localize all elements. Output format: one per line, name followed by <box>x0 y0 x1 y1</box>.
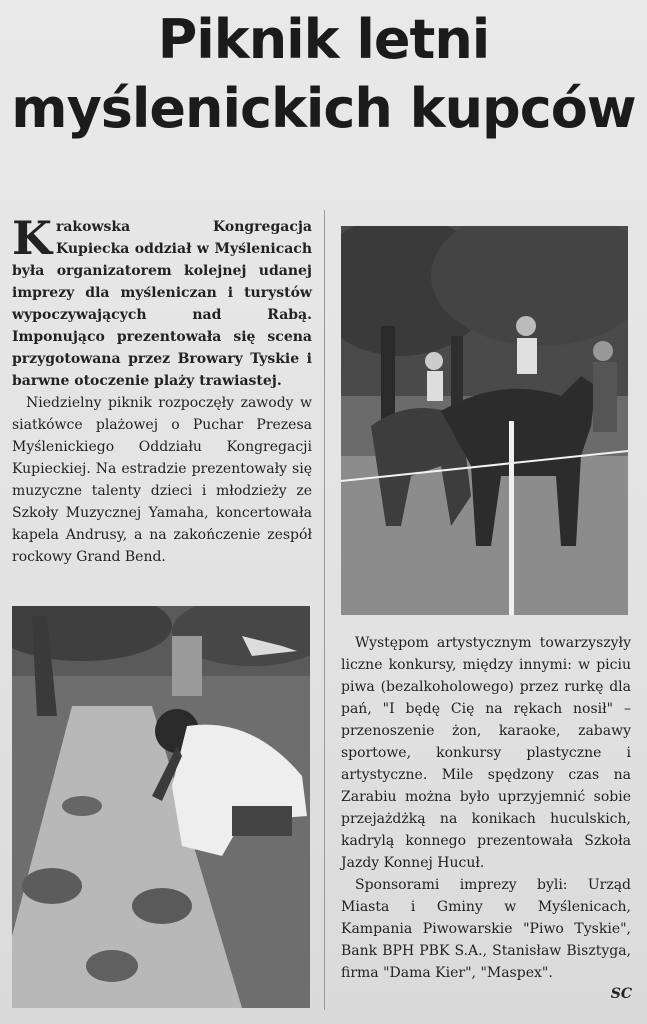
body-paragraph-2: Występom artystycznym towarzyszyły liczne konkursy, między innymi: w piciu piwa (bezalkoholowego) przez rurkę dla pań, "I będę Cię na rękach nosił" – przenoszenie żon, karaoke, zabawy sportowe, konkursy plastyczne i artystyczne. Mile spędzony czas na Zarabiu można było uprzyjemnić sobie przejażdżką na konikach huculskich, kadrylą konnego prezentowała Szkoła Jazdy Konnej Hucuł. <box>341 635 631 871</box>
drop-cap: K <box>12 211 52 265</box>
lead-text: rakowska Kongregacja Kupiecka oddział w Myślenicach była organizatorem kolejnej udanej imprezy dla myśleniczan i turystów wypoczywających nad Rabą. Imponująco prezentowała się scena przygotowana przez Browary Tyskie i barwne otoczenie plaży trawiastej. <box>12 219 312 389</box>
headline-line-2: myślenickich kupców <box>11 77 636 140</box>
photo-painting-contest <box>12 606 310 1008</box>
photo-horse-riding <box>341 226 628 615</box>
column-divider <box>324 210 325 1010</box>
body-paragraph-1: Niedzielny piknik rozpoczęły zawody w siatkówce plażowej o Puchar Prezesa Myślenickiego Oddziału Kongregacji Kupieckiej. Na estradzie prezentowały się muzyczne talenty dzieci i młodzieży ze Szkoły Muzycznej Yamaha, koncertowała kapela Andrusy, a na zakończenie zespół rockowy Grand Bend. <box>12 395 312 565</box>
article-headline <box>0 8 647 142</box>
author-signature: SC <box>610 986 632 1002</box>
left-text-column <box>12 211 312 582</box>
lead-paragraph <box>12 211 312 392</box>
right-text-column <box>341 632 631 984</box>
headline-line-1: Piknik letni <box>157 8 490 71</box>
body-paragraph-3: Sponsorami imprezy byli: Urząd Miasta i Gminy w Myślenicach, Kampania Piwowarskie "Piwo Tyskie", Bank BPH PBK S.A., Stanisław Bisztyga, firma "Dama Kier", "Maspex". <box>341 877 631 981</box>
